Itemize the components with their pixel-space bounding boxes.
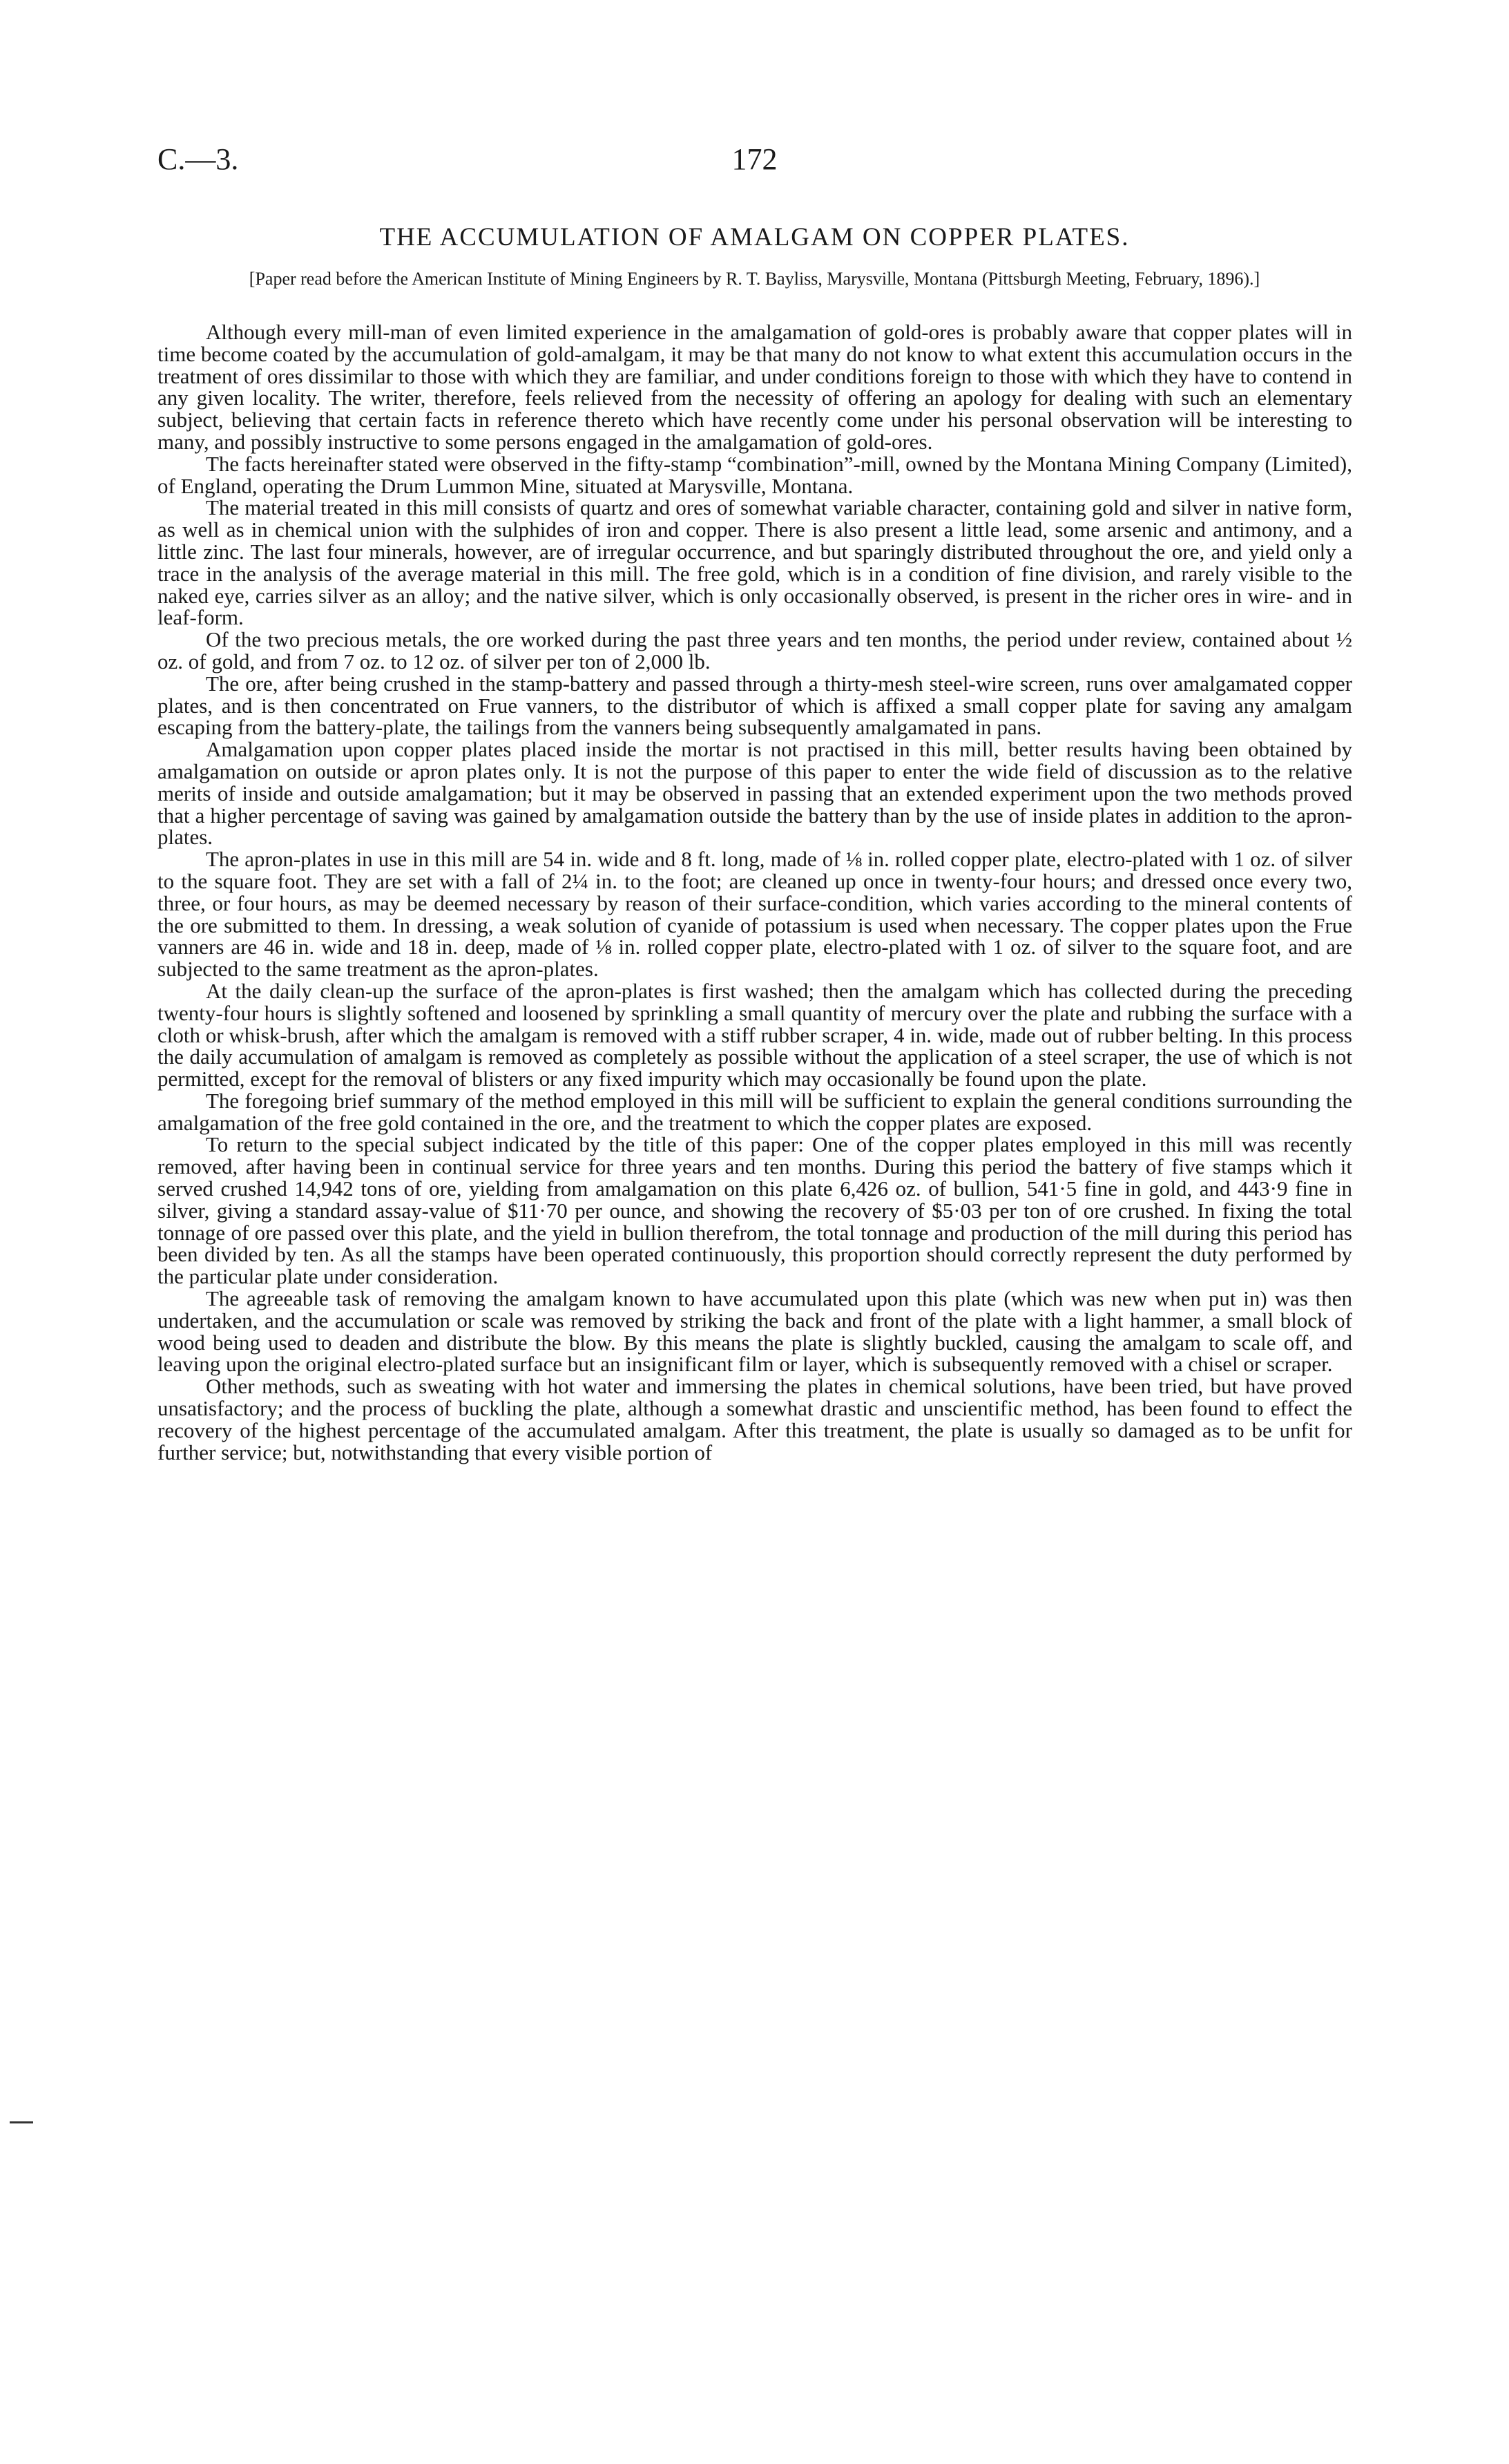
page-header <box>157 142 1352 197</box>
paragraph: The foregoing brief summary of the method employed in this mill will be sufficient to explain the general conditions surrounding the amalgamation of the free gold contained in the ore, and the treatment to which the copper plates are exposed. <box>157 1088 1352 1135</box>
paragraph: The material treated in this mill consists of quartz and ores of somewhat variable character, containing gold and silver in native form, as well as in chemical union with the sulphides of iron and copper. There is also present a little lead, some arsenic and antimony, and a little zinc. The last four minerals, however, are of irregular occurrence, and but sparingly distributed throughout the ore, and yield only a trace in the analysis of the average material in this mill. The free gold, which is in a condition of fine division, and rarely visible to the naked eye, carries silver as an alloy; and the native silver, which is only occasionally observed, is present in the richer ores in wire- and in leaf-form. <box>157 495 1352 630</box>
paragraph: Of the two precious metals, the ore worked during the past three years and ten months, the period under review, contained about ½ oz. of gold, and from 7 oz. to 12 oz. of silver per ton of 2,000 lb. <box>157 627 1352 674</box>
paragraph: The agreeable task of removing the amalgam known to have accumulated upon this plate (which was new when put in) was then undertaken, and the accumulation or scale was removed by striking the back and front of the plate with a light hammer, a small block of wood being used to deaden and distribute the blow. By this means the plate is slightly buckled, causing the amalgam to scale off, and leaving upon the original electro-plated surface but an insignificant film or layer, which is subsequently removed with a chisel or scraper. <box>157 1286 1352 1377</box>
paragraph: The facts hereinafter stated were observed in the fifty-stamp “combination”-mill, owned by the Montana Mining Company (Limited), of England, operating the Drum Lummon Mine, situated at Marysville, Montana. <box>157 451 1352 498</box>
article-title: THE ACCUMULATION OF AMALGAM ON COPPER PLATES. <box>379 223 1130 251</box>
paragraph: The apron-plates in use in this mill are 54 in. wide and 8 ft. long, made of ⅛ in. rolled copper plate, electro-plated with 1 oz. of silver to the square foot. They are set with a fall of 2¼ in. to the foot; are cleaned up once in twenty-four hours; and dressed once every two, three, or four hours, as may be deemed necessary by reason of their surface-condition, which varies according to the mineral contents of the ore submitted to them. In dressing, a weak solution of cyanide of potassium is used when necessary. The copper plates upon the Frue vanners are 46 in. wide and 18 in. deep, made of ⅛ in. rolled copper plate, electro-plated with 1 oz. of silver to the square foot, and are subjected to the same treatment as the apron-plates. <box>157 847 1352 982</box>
paragraph: The ore, after being crushed in the stamp-battery and passed through a thirty-mesh steel-wire screen, runs over amalgamated copper plates, and is then concentrated on Frue vanners, to the distributor of which is affixed a small copper plate for saving any amalgam escaping from the battery-plate, the tailings from the vanners being subsequently amalgamated in pans. <box>157 671 1352 740</box>
paragraph: Amalgamation upon copper plates placed inside the mortar is not practised in this mill, better results having been obtained by amalgamation on outside or apron plates only. It is not the purpose of this paper to enter the wide field of discussion as to the relative merits of inside and outside amalgamation; but it may be observed in passing that an extended experiment upon the two methods proved that a higher percentage of saving was gained by amalgamation outside the battery than by the use of inside plates in addition to the apron-plates. <box>157 737 1352 850</box>
paragraph: Other methods, such as sweating with hot water and immersing the plates in chemical solutions, have been tried, but have proved unsatisfactory; and the process of buckling the plate, although a somewhat drastic and unscientific method, has been found to effect the recovery of the highest percentage of the accumulated amalgam. After this treatment, the plate is usually so damaged as to be unfit for further service; but, notwithstanding that every visible portion of <box>157 1374 1352 1464</box>
margin-mark <box>10 2121 33 2123</box>
paragraph: To return to the special subject indicated by the title of this paper: One of the copper plates employed in this mill was recently removed, after having been in continual service for three years and ten months. During this period the battery of five stamps which it served crushed 14,942 tons of ore, yielding from amalgamation on this plate 6,426 oz. of bullion, 541·5 fine in gold, and 443·9 fine in silver, giving a standard assay-value of $11·70 per ounce, and showing the recovery of $5·03 per ton of ore crushed. In fixing the total tonnage of ore passed over this plate, and the yield in bullion therefrom, the total tonnage and production of the mill during this period has been divided by ten. As all the stamps have been operated continuously, this proportion should correctly represent the duty performed by the particular plate under consideration. <box>157 1132 1352 1289</box>
document-code: C.—3. <box>157 142 239 176</box>
article-body <box>157 321 1352 1463</box>
page-number: 172 <box>731 142 778 176</box>
article-subtitle: [Paper read before the American Institute of Mining Engineers by R. T. Bayliss, Marysville, Montana (Pittsburgh Meeting, February, 1896).] <box>249 269 1260 289</box>
paragraph: Although every mill-man of even limited experience in the amalgamation of gold-ores is probably aware that copper plates will in time become coated by the accumulation of gold-amalgam, it may be that many do not know to what extent this accumulation occurs in the treatment of ores dissimilar to those with which they are familiar, and under conditions foreign to those with which they have to contend in any given locality. The writer, therefore, feels relieved from the necessity of offering an apology for dealing with such an elementary subject, believing that certain facts in reference thereto which have recently come under his personal observation will be interesting to many, and possibly instructive to some persons engaged in the amalgamation of gold-ores. <box>157 320 1352 454</box>
paragraph: At the daily clean-up the surface of the apron-plates is first washed; then the amalgam which has collected during the preceding twenty-four hours is slightly softened and loosened by sprinkling a small quantity of mercury over the plate and rubbing the surface with a cloth or whisk-brush, after which the amalgam is removed with a stiff rubber scraper, 4 in. wide, made out of rubber belting. In this process the daily accumulation of amalgam is removed as completely as possible without the application of a steel scraper, the use of which is not permitted, except for the removal of blisters or any fixed impurity which may occasionally be found upon the plate. <box>157 978 1352 1091</box>
